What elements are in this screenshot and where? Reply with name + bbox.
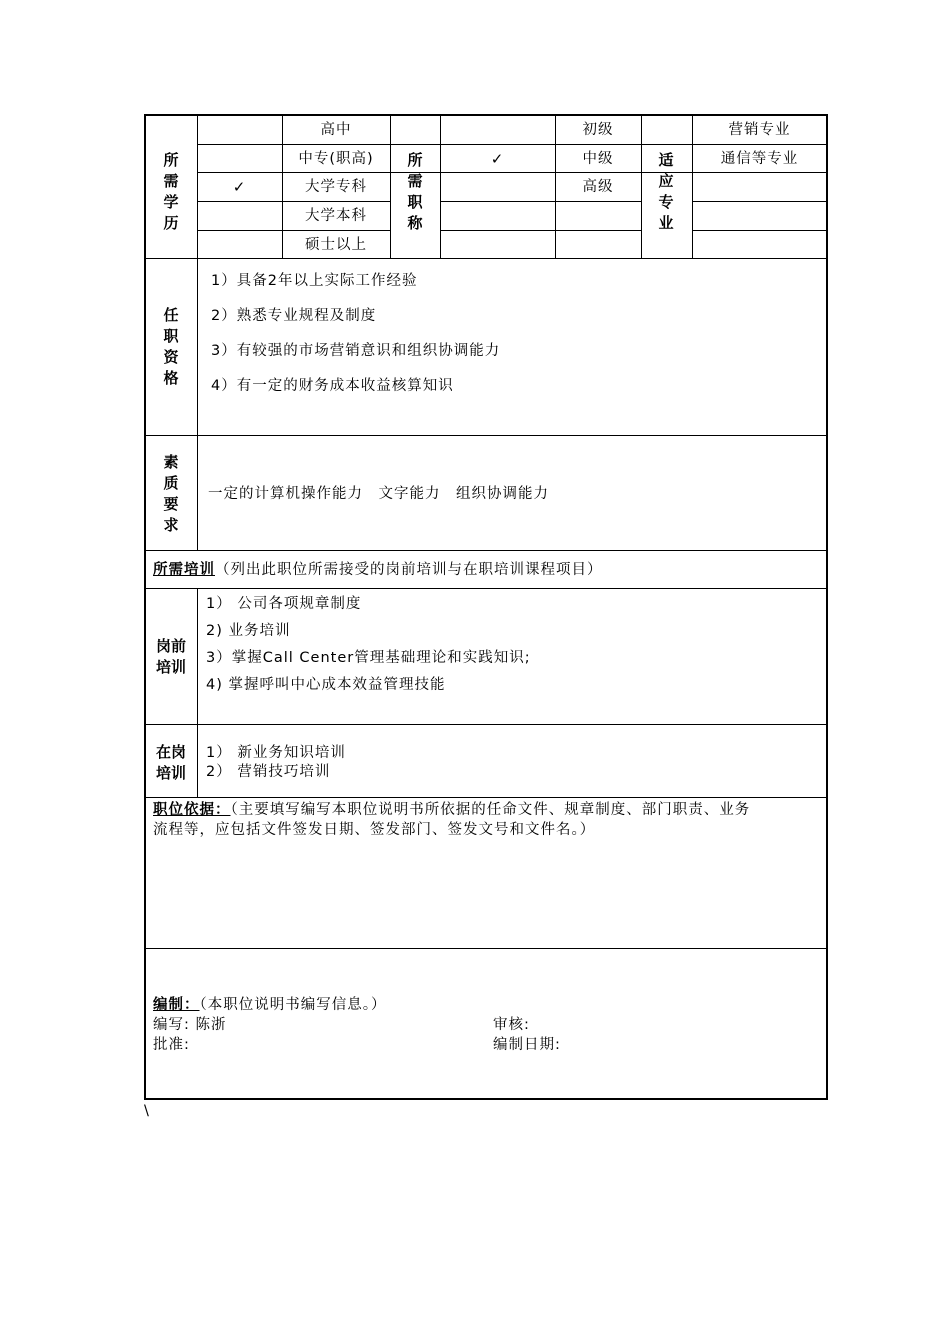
qualification-item: 2）熟悉专业规程及制度 bbox=[211, 308, 377, 324]
education-level-master: 硕士以上 bbox=[305, 237, 367, 253]
education-level-highschool: 高中 bbox=[320, 122, 352, 138]
section-divider bbox=[145, 948, 827, 949]
qualification-item: 1）具备2年以上实际工作经验 bbox=[211, 273, 418, 289]
title-level-intermediate: 中级 bbox=[582, 151, 614, 167]
title-checkmark-icon: ✓ bbox=[490, 150, 505, 168]
pre-job-item: 2) 业务培训 bbox=[206, 623, 291, 639]
on-job-item: 1） 新业务知识培训 bbox=[206, 745, 346, 761]
pre-job-training-heading: 岗前 培训 bbox=[155, 637, 186, 676]
training-row bbox=[153, 560, 603, 580]
education-level-college: 大学专科 bbox=[305, 179, 367, 195]
column-divider bbox=[440, 115, 441, 258]
education-level-vocational: 中专(职高) bbox=[298, 151, 374, 167]
qualifications-heading: 任 职 资 格 bbox=[163, 306, 179, 387]
compile-date-field: 编制日期: bbox=[493, 1037, 561, 1053]
column-divider bbox=[197, 588, 198, 797]
basis-label: 职位依据： bbox=[153, 802, 231, 818]
title-level-junior: 初级 bbox=[582, 122, 614, 138]
reviewer-field: 审核: bbox=[493, 1017, 530, 1033]
approver-field: 批准: bbox=[153, 1037, 190, 1053]
on-job-item: 2） 营销技巧培训 bbox=[206, 764, 331, 780]
compile-label: 编制： bbox=[153, 997, 200, 1013]
basis-row bbox=[153, 800, 750, 820]
education-level-bachelor: 大学本科 bbox=[305, 208, 367, 224]
compile-row bbox=[153, 995, 387, 1015]
section-divider bbox=[145, 588, 827, 589]
row-divider bbox=[440, 230, 641, 231]
pre-job-item: 4) 掌握呼叫中心成本效益管理技能 bbox=[206, 677, 446, 693]
training-label: 所需培训 bbox=[153, 562, 215, 578]
major-item: 营销专业 bbox=[728, 122, 791, 138]
row-divider bbox=[692, 230, 827, 231]
education-checkmark-icon: ✓ bbox=[232, 178, 247, 196]
title-heading: 所 需 职 称 bbox=[407, 151, 423, 232]
row-divider bbox=[692, 201, 827, 202]
column-divider bbox=[641, 115, 642, 258]
writer-field: 编写: 陈浙 bbox=[153, 1017, 227, 1033]
section-divider bbox=[145, 258, 827, 259]
row-divider bbox=[440, 201, 641, 202]
section-divider bbox=[145, 550, 827, 551]
quality-heading: 素 质 要 求 bbox=[163, 453, 179, 534]
quality-text: 一定的计算机操作能力 文字能力 组织协调能力 bbox=[208, 486, 549, 502]
major-item: 通信等专业 bbox=[720, 151, 799, 167]
major-heading: 适 应 专 业 bbox=[658, 151, 674, 232]
qualification-item: 4）有一定的财务成本收益核算知识 bbox=[211, 378, 454, 394]
footer-mark: \ bbox=[144, 1103, 150, 1119]
section-divider bbox=[145, 797, 827, 798]
section-divider bbox=[145, 435, 827, 436]
basis-note: （主要填写编写本职位说明书所依据的任命文件、规章制度、部门职责、业务 bbox=[230, 802, 751, 818]
pre-job-item: 3）掌握Call Center管理基础理论和实践知识; bbox=[206, 650, 531, 666]
title-level-senior: 高级 bbox=[582, 179, 614, 195]
qualification-item: 3）有较强的市场营销意识和组织协调能力 bbox=[211, 343, 501, 359]
section-divider bbox=[145, 724, 827, 725]
on-job-training-heading: 在岗 培训 bbox=[155, 743, 186, 782]
training-note: （列出此职位所需接受的岗前培训与在职培训课程项目） bbox=[215, 562, 603, 578]
basis-note-continued: 流程等，应包括文件签发日期、签发部门、签发文号和文件名。） bbox=[153, 822, 596, 838]
compile-note: （本职位说明书编写信息。） bbox=[199, 997, 387, 1013]
pre-job-item: 1） 公司各项规章制度 bbox=[206, 596, 362, 612]
education-heading: 所 需 学 历 bbox=[163, 151, 179, 232]
column-divider bbox=[390, 115, 391, 258]
